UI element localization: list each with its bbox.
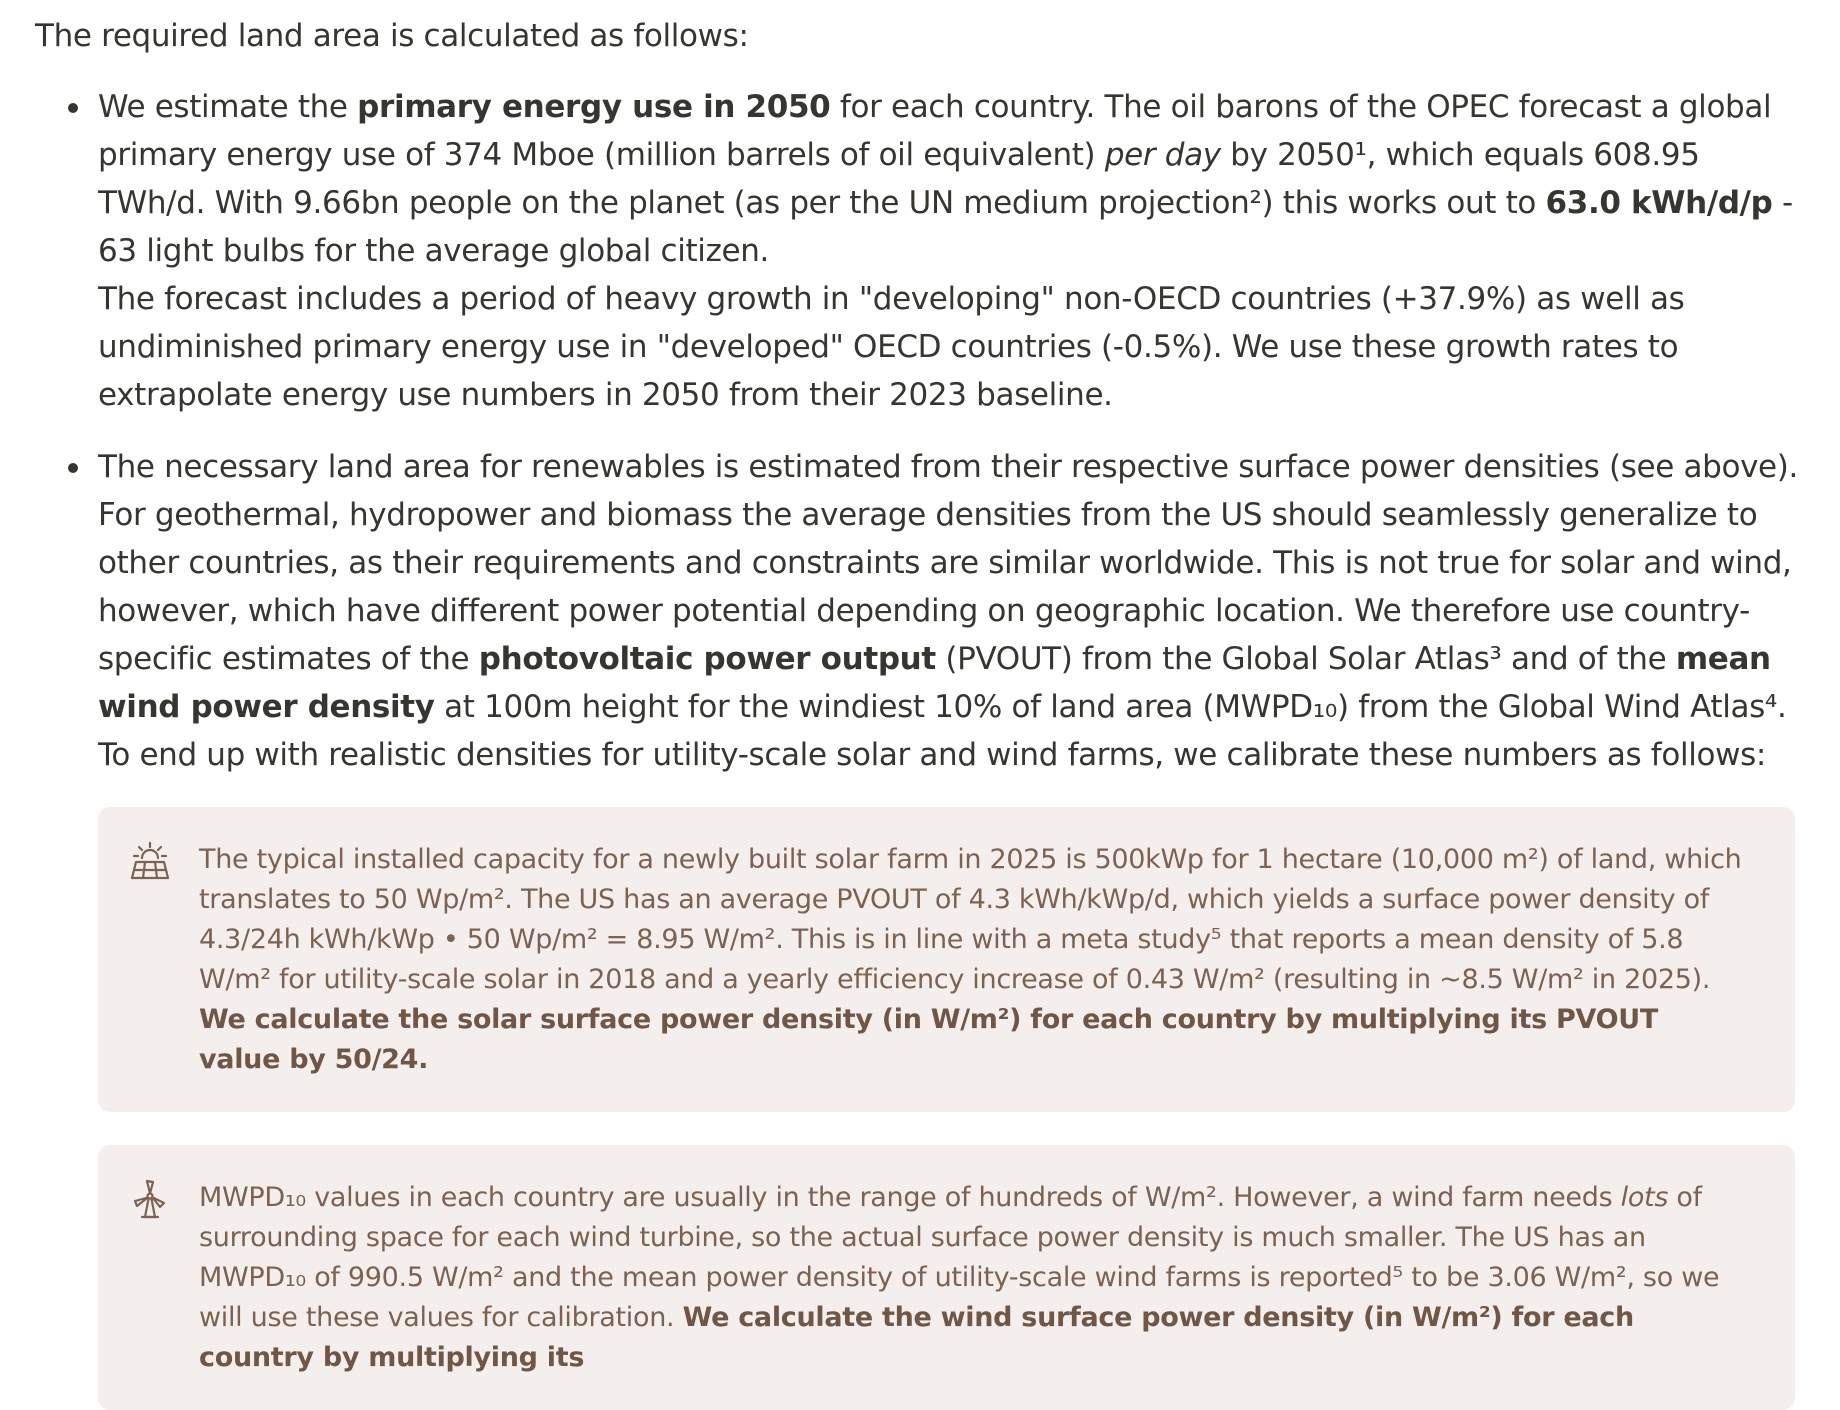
solar-callout-text: The typical installed capacity for a newly built solar farm in 2025 is 500kWp for 1 hectare (10,000 m²) of land, which translates to 50 Wp/m². The US has an average PVOUT of 4.3 kWh/kWp/d, which yields a surface power density of 4.3/24h kWh/kWp • 50 Wp/m² = 8.95 W/m². This is in line with a meta study⁵ that reports a mean density of 5.8 W/m² for utility-scale solar in 2018 and a yearly efficiency increase of 0.43 W/m² (resulting in ~8.5 W/m² in 2025).	[199, 844, 1742, 995]
solar-panel-icon	[130, 841, 170, 881]
list-item-land-area	[35, 443, 1810, 779]
list-item-energy-use	[35, 83, 1810, 419]
text-span: MWPD₁₀ values in each country are usually in the range of hundreds of W/m². However, a wind farm needs	[199, 1182, 1621, 1213]
bold-span: mean wind power density	[98, 641, 1771, 725]
italic-span: per day	[1104, 137, 1221, 173]
bullet-list	[35, 83, 1810, 779]
intro-paragraph: The required land area is calculated as follows:	[35, 18, 749, 54]
bullet-dot	[68, 103, 78, 113]
solar-callout-bold: We calculate the solar surface power density (in W/m²) for each country by multiplying its PVOUT value by 50/24.	[199, 1004, 1658, 1075]
text-span: for each country. The oil barons of the OPEC forecast a global primary energy use of 374 Mboe (million barrels of oil equivalent)	[98, 89, 1772, 173]
italic-span: lots	[1620, 1182, 1669, 1213]
bold-span: photovoltaic power output	[478, 641, 936, 677]
bullet-dot	[68, 463, 78, 473]
document-body	[35, 0, 1810, 1410]
wind-turbine-icon	[130, 1179, 170, 1219]
text-span: (PVOUT) from the Global Solar Atlas³ and of the	[935, 641, 1676, 677]
text-span: We estimate the	[98, 89, 358, 125]
text-span: by 2050¹, which equals 608.95 TWh/d. With 9.66bn people on the planet (as per the UN medium projection²) this works out to	[98, 137, 1700, 221]
bold-span: primary energy use in 2050	[357, 89, 831, 125]
text-span: - 63 light bulbs for the average global citizen.	[98, 185, 1793, 269]
wind-callout-bold: We calculate the wind surface power density (in W/m²) for each country by multiplying its	[199, 1302, 1634, 1373]
text-span: The necessary land area for renewables is estimated from their respective surface power densities (see above). For geothermal, hydropower and biomass the average densities from the US should seamlessly generalize to other countries, as their requirements and constraints are similar worldwide. This is not true for solar and wind, however, which have different power potential depending on geographic location. We therefore use country-specific estimates of the	[98, 449, 1799, 677]
text-span: at 100m height for the windiest 10% of land area (MWPD₁₀) from the Global Wind Atlas⁴. To end up with realistic densities for utility-scale solar and wind farms, we calibrate these numbers as follows:	[98, 689, 1787, 773]
text-span: of surrounding space for each wind turbine, so the actual surface power density is much smaller. The US has an MWPD₁₀ of 990.5 W/m² and the mean power density of utility-scale wind farms is reported⁵ to be 3.06 W/m², so we will use these values for calibration.	[199, 1182, 1720, 1333]
forecast-paragraph: The forecast includes a period of heavy growth in "developing" non-OECD countries (+37.9%) as well as undiminished primary energy use in "developed" OECD countries (-0.5%). We use these growth rates to extrapolate energy use numbers in 2050 from their 2023 baseline.	[98, 281, 1685, 413]
wind-callout	[98, 1145, 1795, 1410]
solar-callout	[98, 807, 1795, 1112]
bold-span: 63.0 kWh/d/p	[1545, 185, 1773, 221]
